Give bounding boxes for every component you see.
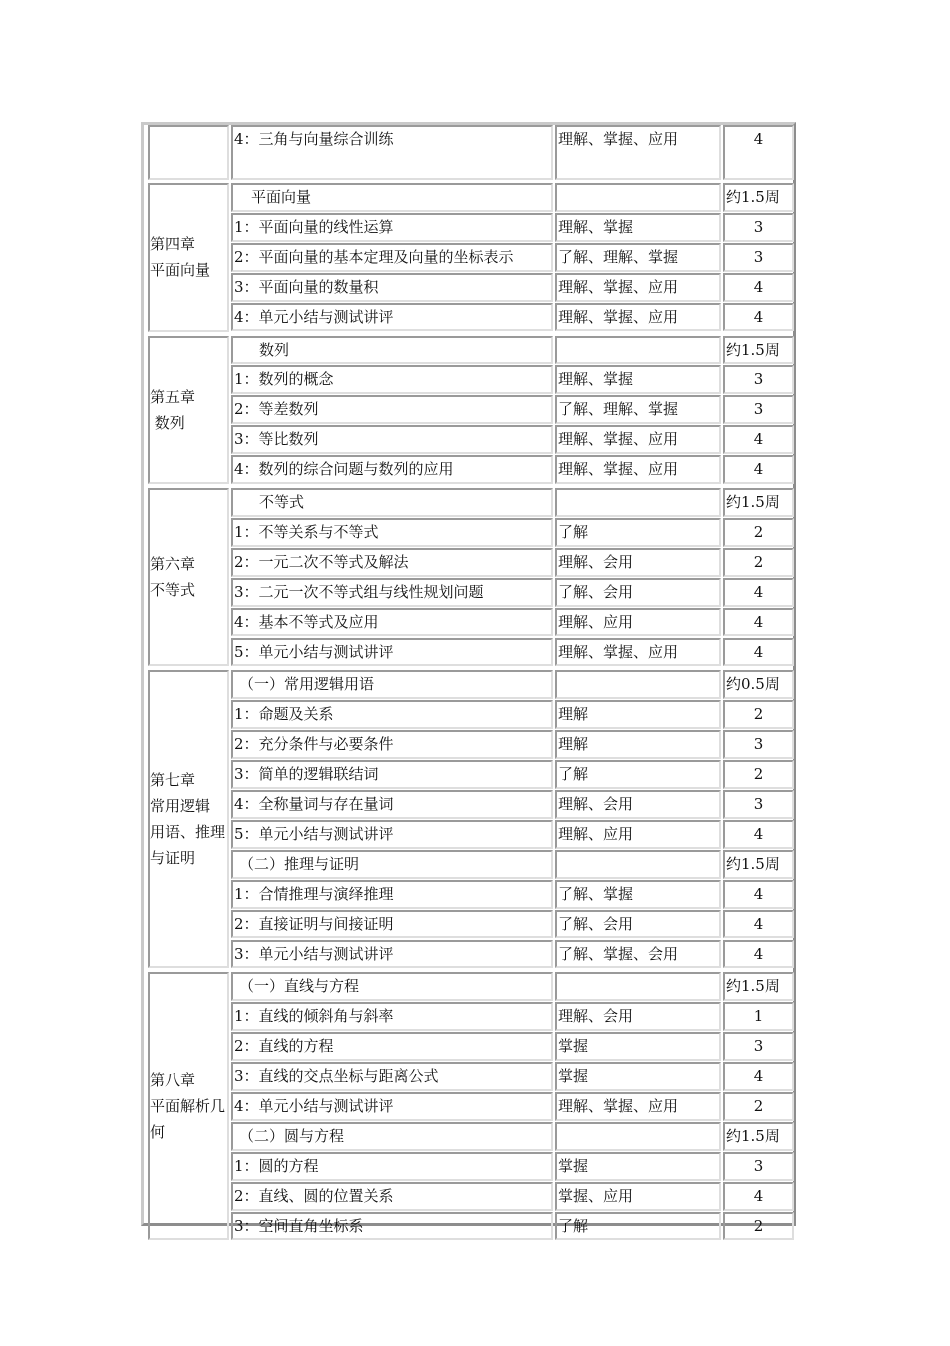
- requirement-cell: 理解、掌握、应用: [555, 638, 721, 667]
- requirement-cell: [555, 1122, 721, 1151]
- hours-cell: 2: [723, 760, 794, 789]
- requirement-cell: 理解、掌握: [555, 365, 721, 394]
- chapter-title: 第四章 平面向量: [150, 235, 211, 280]
- hours-cell: 1: [723, 1002, 794, 1031]
- topic-cell: 5：单元小结与测试讲评: [231, 820, 553, 849]
- section-title-cell: 不等式: [231, 488, 553, 517]
- requirement-cell: [555, 336, 721, 365]
- topic-cell: 3：二元一次不等式组与线性规划问题: [231, 578, 553, 607]
- topic-cell: 1：直线的倾斜角与斜率: [231, 1002, 553, 1031]
- topic-cell: 3：单元小结与测试讲评: [231, 940, 553, 969]
- hours-cell: 3: [723, 365, 794, 394]
- topic-cell: 2：充分条件与必要条件: [231, 730, 553, 759]
- topic-cell: 2：直接证明与间接证明: [231, 910, 553, 939]
- hours-cell: 3: [723, 790, 794, 819]
- topic-cell: 2：等差数列: [231, 395, 553, 424]
- hours-cell: 2: [723, 548, 794, 577]
- topic-cell: 3：空间直角坐标系: [231, 1212, 553, 1241]
- requirement-cell: 理解、掌握: [555, 213, 721, 242]
- requirement-cell: 掌握、应用: [555, 1182, 721, 1211]
- requirement-cell: 理解、掌握、应用: [555, 303, 721, 332]
- requirement-cell: 了解、会用: [555, 578, 721, 607]
- hours-cell: 4: [723, 425, 794, 454]
- hours-cell: 4: [723, 1182, 794, 1211]
- requirement-cell: 了解、会用: [555, 910, 721, 939]
- topic-cell: 3：平面向量的数量积: [231, 273, 553, 302]
- requirement-cell: 了解、掌握: [555, 880, 721, 909]
- requirement-cell: 理解: [555, 730, 721, 759]
- chapter-cell-empty: [148, 125, 229, 180]
- topic-cell: 1：合情推理与演绎推理: [231, 880, 553, 909]
- hours-cell: 3: [723, 730, 794, 759]
- topic-cell: 4：单元小结与测试讲评: [231, 303, 553, 332]
- topic-cell: 5：单元小结与测试讲评: [231, 638, 553, 667]
- requirement-cell: 理解、掌握、应用: [555, 425, 721, 454]
- hours-cell: 4: [723, 638, 794, 667]
- topic-cell: 4：三角与向量综合训练: [231, 125, 553, 180]
- duration-cell: 约1.5周: [723, 850, 794, 879]
- requirement-cell: 理解、会用: [555, 548, 721, 577]
- section-title-cell: 数列: [231, 336, 553, 365]
- hours-cell: 2: [723, 518, 794, 547]
- section-title-cell: （二）推理与证明: [231, 850, 553, 879]
- duration-cell: 约1.5周: [723, 972, 794, 1001]
- chapter-title-cell: [148, 972, 229, 1240]
- hours-cell: 3: [723, 213, 794, 242]
- topic-cell: 3：等比数列: [231, 425, 553, 454]
- hours-cell: 4: [723, 940, 794, 969]
- requirement-cell: 理解、应用: [555, 820, 721, 849]
- requirement-cell: 了解: [555, 1212, 721, 1241]
- hours-cell: 4: [723, 303, 794, 332]
- hours-cell: 3: [723, 1032, 794, 1061]
- topic-cell: 1：平面向量的线性运算: [231, 213, 553, 242]
- topic-cell: 4：基本不等式及应用: [231, 608, 553, 637]
- topic-cell: 3：直线的交点坐标与距离公式: [231, 1062, 553, 1091]
- chapter-title: 第五章 数列: [150, 387, 196, 432]
- requirement-cell: 了解、理解、掌握: [555, 395, 721, 424]
- topic-cell: 4：全称量词与存在量词: [231, 790, 553, 819]
- duration-cell: 约1.5周: [723, 336, 794, 365]
- requirement-cell: [555, 850, 721, 879]
- requirement-cell: 理解、应用: [555, 608, 721, 637]
- hours-cell: 4: [723, 820, 794, 849]
- section-title-cell: （一）直线与方程: [231, 972, 553, 1001]
- duration-cell: 约1.5周: [723, 488, 794, 517]
- requirement-cell: 了解: [555, 518, 721, 547]
- topic-cell: 2：平面向量的基本定理及向量的坐标表示: [231, 243, 553, 272]
- topic-cell: 4：单元小结与测试讲评: [231, 1092, 553, 1121]
- hours-cell: 4: [723, 880, 794, 909]
- topic-cell: 2：直线、圆的位置关系: [231, 1182, 553, 1211]
- chapter-title-cell: [148, 488, 229, 666]
- requirement-cell: 理解、会用: [555, 790, 721, 819]
- chapter-title-cell: [148, 670, 229, 968]
- hours-cell: 4: [723, 455, 794, 484]
- topic-cell: 1：数列的概念: [231, 365, 553, 394]
- hours-cell: 2: [723, 700, 794, 729]
- syllabus-table: [141, 122, 796, 1235]
- requirement-cell: [555, 972, 721, 1001]
- requirement-cell: 理解、掌握、应用: [555, 1092, 721, 1121]
- requirement-cell: 了解、理解、掌握: [555, 243, 721, 272]
- topic-cell: 1：圆的方程: [231, 1152, 553, 1181]
- chapter-title-cell: [148, 183, 229, 332]
- chapter-title-cell: [148, 336, 229, 485]
- hours-cell: 3: [723, 395, 794, 424]
- requirement-cell: 掌握: [555, 1032, 721, 1061]
- hours-cell: 3: [723, 243, 794, 272]
- requirement-cell: 掌握: [555, 1152, 721, 1181]
- requirement-cell: 理解、掌握、应用: [555, 455, 721, 484]
- section-title-cell: （二）圆与方程: [231, 1122, 553, 1151]
- topic-cell: 1：不等关系与不等式: [231, 518, 553, 547]
- hours-cell: 2: [723, 1092, 794, 1121]
- hours-cell: 4: [723, 125, 794, 180]
- hours-cell: 4: [723, 910, 794, 939]
- section-title-cell: （一）常用逻辑用语: [231, 670, 553, 699]
- topic-cell: 1：命题及关系: [231, 700, 553, 729]
- requirement-cell: 理解: [555, 700, 721, 729]
- hours-cell: 4: [723, 1062, 794, 1091]
- requirement-cell: 理解、会用: [555, 1002, 721, 1031]
- duration-cell: 约1.5周: [723, 1122, 794, 1151]
- hours-cell: 4: [723, 608, 794, 637]
- requirement-cell: 了解、掌握、会用: [555, 940, 721, 969]
- requirement-cell: 了解: [555, 760, 721, 789]
- section-title-cell: 平面向量: [231, 183, 553, 212]
- chapter-title: 第六章 不等式: [150, 555, 196, 600]
- hours-cell: 3: [723, 1152, 794, 1181]
- requirement-cell: [555, 183, 721, 212]
- chapter-title: 第八章 平面解析几 何: [150, 1071, 226, 1142]
- requirement-cell: [555, 488, 721, 517]
- topic-cell: 2：一元二次不等式及解法: [231, 548, 553, 577]
- duration-cell: 约0.5周: [723, 670, 794, 699]
- hours-cell: 2: [723, 1212, 794, 1241]
- topic-cell: 3：简单的逻辑联结词: [231, 760, 553, 789]
- requirement-cell: 掌握: [555, 1062, 721, 1091]
- hours-cell: 4: [723, 273, 794, 302]
- requirement-cell: [555, 670, 721, 699]
- requirement-cell: 理解、掌握、应用: [555, 125, 721, 180]
- duration-cell: 约1.5周: [723, 183, 794, 212]
- requirement-cell: 理解、掌握、应用: [555, 273, 721, 302]
- topic-cell: 4：数列的综合问题与数列的应用: [231, 455, 553, 484]
- topic-cell: 2：直线的方程: [231, 1032, 553, 1061]
- hours-cell: 4: [723, 578, 794, 607]
- chapter-title: 第七章 常用逻辑 用语、推理 与证明: [150, 771, 226, 868]
